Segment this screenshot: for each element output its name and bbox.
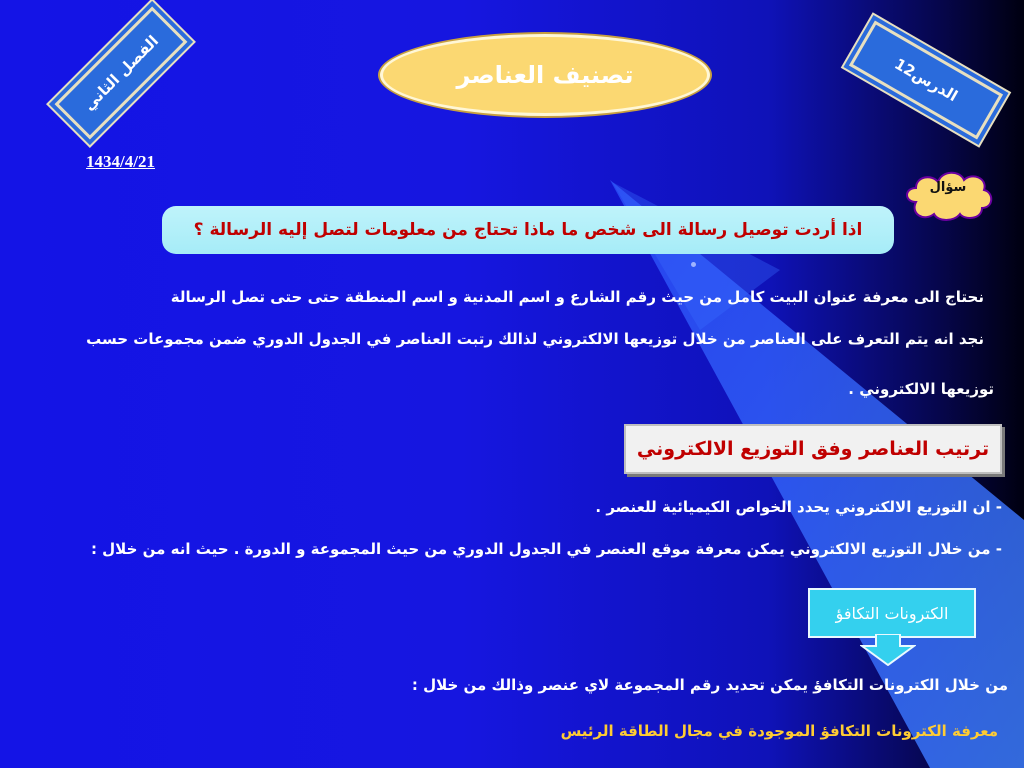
slide-date: 1434/4/21 [86,152,155,171]
decorative-dot [691,262,696,267]
bullet-item: - من خلال التوزيع الالكتروني يمكن معرفة موقع العنصر في الجدول الدوري من حيث المجموعة و الدورة . حيث انه من خلال : [90,540,1002,558]
paragraph-line-1: نحتاج الى معرفة عنوان البيت كامل من حيث رقم الشارع و اسم المدنية و اسم المنطقة حتى حتى تصل الرسالة [170,288,984,306]
question-box [162,206,894,254]
section-heading [624,424,1002,474]
paragraph-line-3: توزيعها الالكتروني . [848,380,994,398]
conclusion-text: من خلال الكترونات التكافؤ يمكن تحديد رقم المجموعة لاي عنصر وذالك من خلال : [411,676,1008,694]
lesson-label: الدرس12 [891,54,961,106]
question-text: اذا أردت توصيل رسالة الى شخص ما ماذا تحتاج من معلومات لتصل إليه الرسالة ؟ [193,220,863,240]
arrow-down-icon [860,634,916,666]
valence-electrons-box [808,588,976,638]
section-heading-text: ترتيب العناصر وفق التوزيع الالكتروني [636,438,990,460]
bullet-item: - ان التوزيع الالكتروني يحدد الخواص الكيميائية للعنصر . [595,498,1002,516]
paragraph-line-2: نجد انه يتم التعرف على العناصر من خلال توزيعها الالكتروني لذالك رتبت العناصر في الجدول الدوري ضمن مجموعات حسب [86,330,984,348]
question-tag: سؤال [929,180,967,195]
valence-electrons-label: الكترونات التكافؤ [835,603,949,623]
chapter-label: الفصل الثاني [79,31,163,115]
slide-title [380,34,710,116]
cloud-icon [902,168,994,222]
conclusion-highlight: معرفة الكترونات التكافؤ الموجودة في مجال الطاقة الرئيس [560,722,998,740]
slide-title-text: تصنيف العناصر [456,61,634,89]
